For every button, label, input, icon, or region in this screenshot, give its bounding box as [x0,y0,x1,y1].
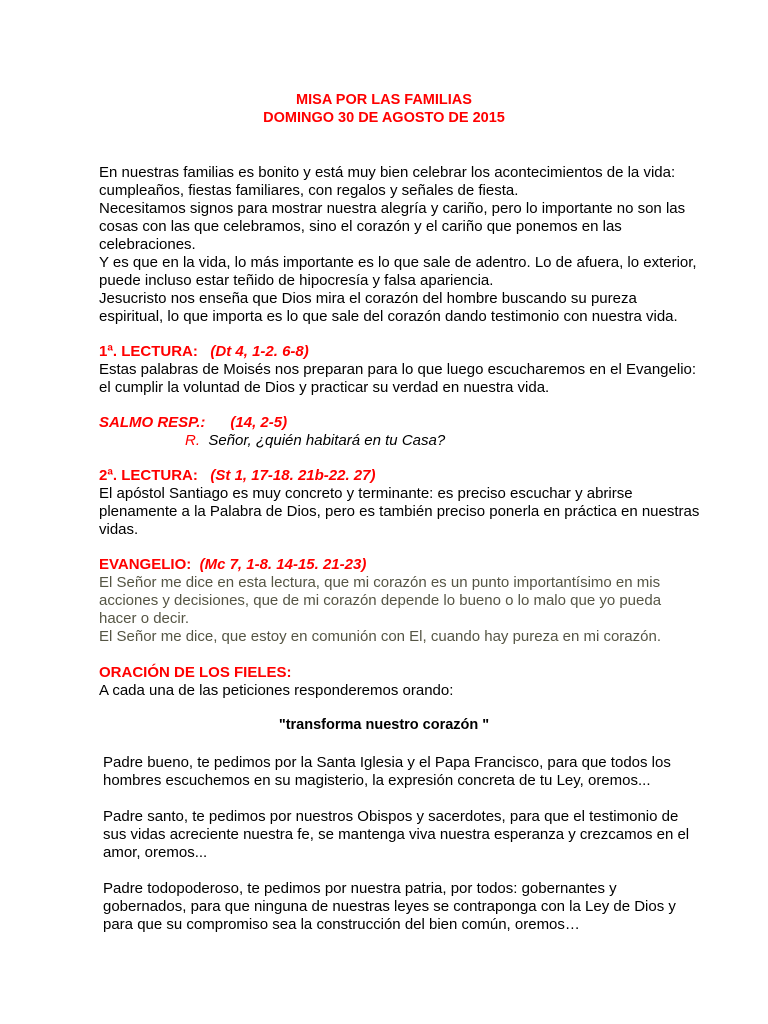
salmo-response-text: Señor, ¿quién habitará en tu Casa? [208,432,446,449]
lectura1-heading [99,342,309,361]
salmo-label: SALMO RESP.: [99,414,206,431]
salmo-ref: (14, 2-5) [230,414,288,431]
intro-line: cumpleaños, fiestas familiares, con regalos y señales de fiesta. [99,182,519,199]
intro-line: Necesitamos signos para mostrar nuestra alegría y cariño, pero lo importante no son las [99,200,686,217]
lectura2-line: El apóstol Santiago es muy concreto y terminante: es preciso escuchar y abrirse [99,485,633,502]
petition-line: Padre santo, te pedimos por nuestros Obispos y sacerdotes, para que el testimonio de [103,808,679,825]
petition-line: sus vidas acreciente nuestra fe, se mantenga viva nuestra esperanza y crezcamos en el [103,826,690,843]
petition-line: para que su compromiso sea la construcción del bien común, oremos… [103,916,580,933]
petition-line: Padre todopoderoso, te pedimos por nuestra patria, por todos: gobernantes y [103,880,617,897]
document-subtitle: DOMINGO 30 DE AGOSTO DE 2015 [263,110,505,126]
evangelio-line: hacer o decir. [99,610,190,627]
oracion-heading: ORACIÓN DE LOS FIELES: [99,664,292,681]
petition-line: gobernados, para que ninguna de nuestras leyes se contraponga con la Ley de Dios y [103,898,676,915]
lectura2-heading [99,466,376,485]
salmo-response [185,431,445,450]
evangelio-line: El Señor me dice, que estoy en comunión con El, cuando hay pureza en mi corazón. [99,628,661,645]
evangelio-line: acciones y decisiones, que de mi corazón depende lo bueno o lo malo que yo pueda [99,592,662,609]
salmo-heading [99,413,287,432]
document-title: MISA POR LAS FAMILIAS [296,92,472,108]
oracion-response: "transforma nuestro corazón " [278,717,490,733]
lectura2-ref: (St 1, 17-18. 21b-22. 27) [210,467,376,484]
intro-line: cosas con las que celebramos, sino el corazón y el cariño que ponemos en las [99,218,622,235]
lectura1-line: el cumplir la voluntad de Dios y practicar su verdad en nuestra vida. [99,379,550,396]
lectura2-line: plenamente a la Palabra de Dios, pero es también preciso ponerla en práctica en nuestras [99,503,700,520]
salmo-r-label: R. [185,432,200,449]
lectura1-ref: (Dt 4, 1-2. 6-8) [210,343,309,360]
intro-line: espiritual, lo que importa es lo que sale del corazón dando testimonio con nuestra vida. [99,308,678,325]
oracion-intro: A cada una de las peticiones responderemos orando: [99,682,454,699]
evangelio-heading [99,555,366,574]
lectura1-label: 1ª. LECTURA: [99,343,198,360]
intro-line: celebraciones. [99,236,196,253]
intro-line: puede incluso estar teñido de hipocresía y falsa apariencia. [99,272,494,289]
petition-line: amor, oremos... [103,844,208,861]
intro-line: Jesucristo nos enseña que Dios mira el corazón del hombre buscando su pureza [99,290,637,307]
evangelio-ref: (Mc 7, 1-8. 14-15. 21-23) [199,556,367,573]
intro-line: En nuestras familias es bonito y está muy bien celebrar los acontecimientos de la vida: [99,164,676,181]
evangelio-label: EVANGELIO: [99,556,192,573]
petition-line: Padre bueno, te pedimos por la Santa Iglesia y el Papa Francisco, para que todos los [103,754,671,771]
petition-line: hombres escuchemos en su magisterio, la expresión concreta de tu Ley, oremos... [103,772,651,789]
lectura1-line: Estas palabras de Moisés nos preparan para lo que luego escucharemos en el Evangelio: [99,361,697,378]
lectura2-line: vidas. [99,521,139,538]
lectura2-label: 2ª. LECTURA: [99,467,198,484]
evangelio-line: El Señor me dice en esta lectura, que mi corazón es un punto importantísimo en mis [99,574,661,591]
intro-line: Y es que en la vida, lo más importante es lo que sale de adentro. Lo de afuera, lo exterior, [99,254,697,271]
